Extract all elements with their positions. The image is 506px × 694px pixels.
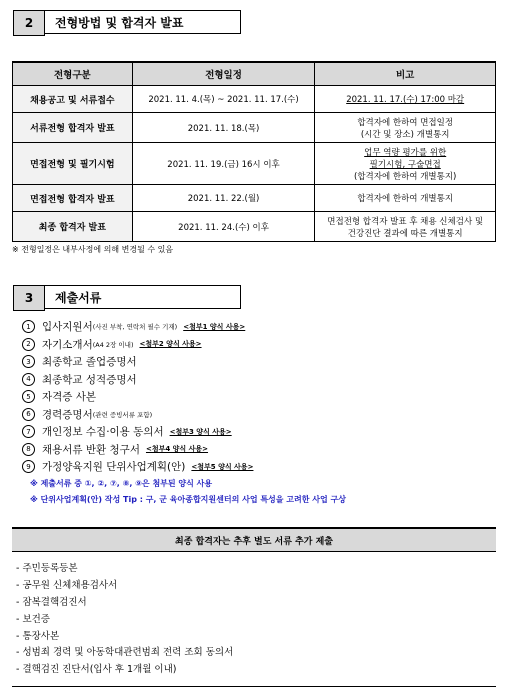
list-item <box>22 423 492 441</box>
list-item <box>22 371 492 389</box>
note-cell <box>315 212 496 242</box>
document-name: 채용서류 반환 청구서 <box>42 443 140 456</box>
note-line: 면접전형 합격자 발표 후 채용 신체검사 및 <box>327 216 484 227</box>
section-3-heading <box>13 285 241 311</box>
attachment-note: <첨부1 양식 사용> <box>183 322 246 331</box>
list-item: - 보건증 <box>16 613 50 625</box>
section-2-heading <box>13 10 241 36</box>
list-item <box>22 406 492 424</box>
note-line: 합격자에 한하여 면접일정 <box>357 117 454 128</box>
note-line: (시간 및 장소) 개별통지 <box>360 129 450 140</box>
attachment-summary-note: ※ 제출서류 중 ①, ②, ⑦, ⑧, ⑨은 첨부된 양식 사용 <box>30 479 213 488</box>
note-cell: 합격자에 한하여 개별통지 <box>315 185 496 212</box>
list-item: - 성범죄 경력 및 아동학대관련범죄 전력 조회 동의서 <box>16 647 234 659</box>
section-number: 3 <box>13 285 45 311</box>
document-detail: (사진 부착, 연락처 필수 기재) <box>92 323 178 332</box>
table-row <box>13 143 496 185</box>
number-circle: 3 <box>22 355 35 368</box>
document-name: 자격증 사본 <box>42 391 97 404</box>
list-item: - 공무원 신체채용검사서 <box>16 580 118 592</box>
note-line: 업무 역량 평가를 위한 <box>364 147 447 158</box>
category-cell: 면접전형 합격자 발표 <box>13 185 133 212</box>
number-circle: 8 <box>22 443 35 456</box>
number-circle: 4 <box>22 373 35 386</box>
document-name: 최종학교 성적증명서 <box>42 373 137 386</box>
note-cell <box>315 113 496 143</box>
table-row <box>13 113 496 143</box>
list-item <box>22 336 492 354</box>
column-header: 전형일정 <box>132 62 315 86</box>
required-documents-list <box>22 318 492 508</box>
attachment-note: <첨부3 양식 사용> <box>169 427 232 436</box>
section-title: 전형방법 및 합격자 발표 <box>45 10 241 34</box>
document-name: 개인정보 수집·이용 동의서 <box>42 426 164 439</box>
section-number: 2 <box>13 10 45 36</box>
document-detail: (관련 증빙서류 포함) <box>92 410 153 419</box>
list-item <box>22 318 492 336</box>
note-cell <box>315 143 496 185</box>
list-item <box>22 388 492 406</box>
number-circle: 9 <box>22 460 35 473</box>
number-circle: 7 <box>22 425 35 438</box>
table-row <box>13 212 496 242</box>
list-item: - 통장사본 <box>16 630 60 642</box>
number-circle: 2 <box>22 338 35 351</box>
attachment-note: <첨부5 양식 사용> <box>191 462 254 471</box>
column-header: 비고 <box>315 62 496 86</box>
list-item <box>22 458 492 476</box>
document-name: 최종학교 졸업증명서 <box>42 356 137 369</box>
note-line: (합격자에 한하여 개별통지) <box>354 171 457 182</box>
document-name: 경력증명서 <box>42 408 93 421</box>
schedule-cell: 2021. 11. 18.(목) <box>132 113 315 143</box>
document-name: 가정양육지원 단위사업계획(안) <box>42 461 186 474</box>
category-cell: 채용공고 및 서류접수 <box>13 86 133 113</box>
document-name: 입사지원서 <box>42 321 93 334</box>
list-item: - 잠복결핵검진서 <box>16 596 87 608</box>
schedule-cell: 2021. 11. 24.(수) 이후 <box>132 212 315 242</box>
schedule-footnote: ※ 전형일정은 내부사정에 의해 변경될 수 있음 <box>12 245 174 254</box>
attachment-note: <첨부2 양식 사용> <box>139 340 202 349</box>
schedule-cell: 2021. 11. 19.(금) 16시 이후 <box>132 143 315 185</box>
list-item: - 결핵검진 진단서(입사 후 1개월 이내) <box>16 664 177 676</box>
document-detail: (A4 2장 이내) <box>92 340 134 349</box>
note-cell <box>315 86 496 113</box>
category-cell: 서류전형 합격자 발표 <box>13 113 133 143</box>
list-item: - 주민등록등본 <box>16 563 78 575</box>
number-circle: 6 <box>22 408 35 421</box>
table-row <box>13 185 496 212</box>
note-line: 2021. 11. 17.(수) 17:00 마감 <box>346 95 465 105</box>
list-item <box>22 441 492 459</box>
category-cell: 최종 합격자 발표 <box>13 212 133 242</box>
document-name: 자기소개서 <box>42 338 93 351</box>
final-documents-list <box>16 559 233 677</box>
column-header: 전형구분 <box>13 62 133 86</box>
list-item <box>22 353 492 371</box>
schedule-cell: 2021. 11. 4.(목) ~ 2021. 11. 17.(수) <box>132 86 315 113</box>
table-row <box>13 86 496 113</box>
section-title: 제출서류 <box>45 285 241 309</box>
number-circle: 1 <box>22 320 35 333</box>
number-circle: 5 <box>22 390 35 403</box>
category-cell: 면접전형 및 필기시험 <box>13 143 133 185</box>
attachment-note: <첨부4 양식 사용> <box>145 445 209 454</box>
schedule-table <box>12 61 496 242</box>
schedule-cell: 2021. 11. 22.(월) <box>132 185 315 212</box>
table-header-row <box>13 62 496 86</box>
plan-tip-note: ※ 단위사업계획(안) 작성 Tip : 구, 군 육아종합지원센터의 사업 특성을 고려한 사업 구상 <box>30 495 346 504</box>
note-line: 필기시험, 구술면접 <box>369 159 441 170</box>
bottom-divider <box>12 686 496 687</box>
final-documents-heading: 최종 합격자는 추후 별도 서류 추가 제출 <box>12 527 496 552</box>
note-line: 건강진단 결과에 따른 개별통지 <box>347 228 463 239</box>
